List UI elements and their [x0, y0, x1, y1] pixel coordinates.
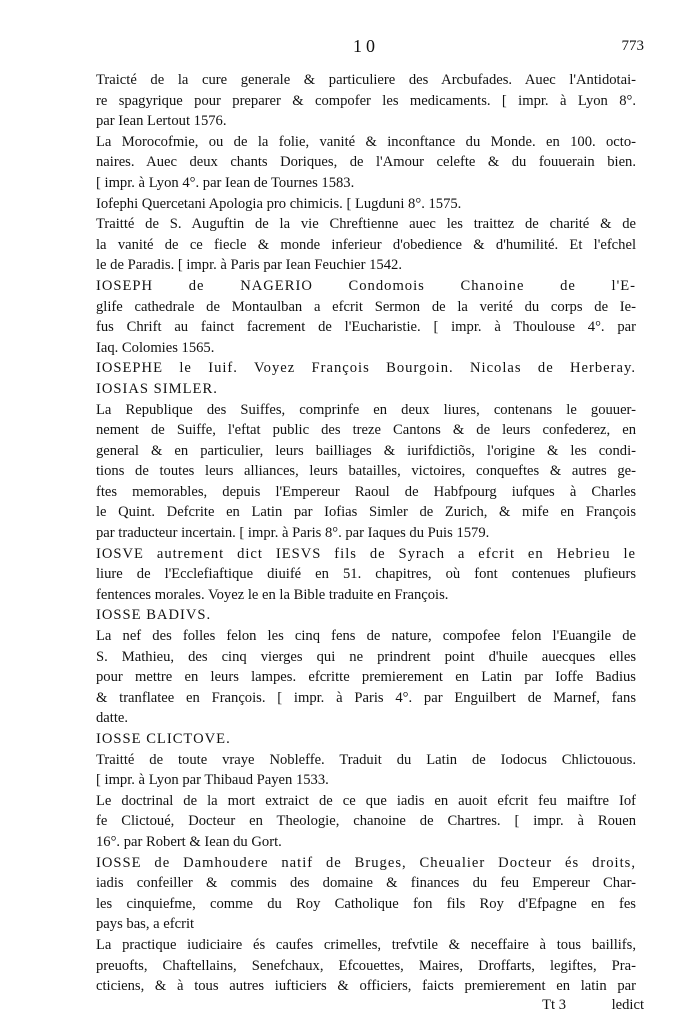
text-line: IOSSE BADIVS. [96, 607, 212, 624]
text-line: IOSVE autrement dict IESVS fils de Syrach a efcrit en Hebrieu le [96, 545, 636, 562]
text-line: [ impr. à Lyon par Thibaud Payen 1533. [96, 772, 329, 789]
text-line: naires. Auec deux chants Doriques, de l'Amour celefte & du fouuerain bien. [96, 154, 636, 171]
text-line: IOSSE de Damhoudere natif de Bruges, Cheualier Docteur és droits, [96, 854, 636, 871]
page-footer [96, 996, 644, 1017]
text-line: preuofts, Chaftellains, Senefchaux, Efcouettes, Maires, Droffarts, legiftes, Pra- [96, 957, 636, 974]
text-line: & tranflatee en François. [ impr. à Paris 4°. par Enguilbert de Marnef, fans [96, 689, 636, 706]
text-line: ftes memorables, depuis l'Empereur Raoul de Habfpourg iufques à Charles [96, 483, 636, 500]
book-page [96, 36, 644, 1017]
text-line: liure de l'Ecclefiaftique diuifé en 51. chapitres, où font contenues plufieurs [96, 566, 636, 583]
text-line: Traitté de S. Auguftin de la vie Chreftienne auec les traittez de charité & de [96, 216, 636, 233]
text-line: tions de toutes leurs alliances, leurs batailles, victoires, conqueftes & autres ge- [96, 463, 636, 480]
text-line: glife cathedrale de Montaulban a efcrit Sermon de la verité du corps de Ie- [96, 298, 636, 315]
text-line: pays bas, a efcrit [96, 916, 195, 933]
text-line: [ impr. à Lyon 4°. par Iean de Tournes 1583. [96, 174, 355, 191]
text-line: Iaq. Colomies 1565. [96, 339, 215, 356]
text-line: La Republique des Suiffes, comprinfe en deux liures, contenans le gouuer- [96, 401, 636, 418]
text-line: le Quint. Defcrite en Latin par Iofias Simler de Zurich, & mife en François [96, 504, 636, 521]
text-line: La nef des folles felon les cinq fens de nature, compofee felon l'Euangile de [96, 628, 636, 645]
text-line: re spagyrique pour preparer & compofer les medicaments. [ impr. à Lyon 8°. [96, 92, 636, 109]
text-line: Traicté de la cure generale & particuliere des Arcbufades. Auec l'Antidotai- [96, 72, 636, 88]
text-line: Le doctrinal de la mort extraict de ce que iadis en auoit efcrit feu maiftre Iof [96, 792, 636, 809]
page-number: 10 [353, 36, 379, 56]
text-line: la vanité de ce fiecle & monde inferieur d'obedience & d'humilité. Et l'efchel [96, 236, 636, 253]
text-line: les cinquiefme, comme du Roy Catholique fon fils Roy d'Efpagne en fes [96, 895, 636, 912]
text-body [96, 70, 636, 997]
text-line: fe Clictoué, Docteur en Theologie, chanoine de Chartres. [ impr. à Rouen [96, 813, 636, 830]
text-line: fus Chrift au fainct facrement de l'Eucharistie. [ impr. à Thoulouse 4°. par [96, 319, 636, 336]
text-line: IOSIAS SIMLER. [96, 380, 218, 397]
text-line: fentences morales. Voyez le en la Bible traduite en François. [96, 586, 449, 603]
text-line: S. Mathieu, des cinq vierges qui ne prindrent point d'huile auecques elles [96, 648, 636, 665]
text-line: iadis confeiller & commis des domaine & finances du feu Empereur Char- [96, 875, 636, 892]
leaf-number: 773 [621, 38, 644, 54]
text-line: pour mettre en leurs lampes. efcritte premierement en Latin par Ioffe Badius [96, 669, 636, 686]
text-line: Iofephi Quercetani Apologia pro chimicis. [ Lugduni 8°. 1575. [96, 195, 462, 212]
text-line: IOSEPH de NAGERIO Condomois Chanoine de l'E- [96, 277, 636, 294]
text-line: La Morocofmie, ou de la folie, vanité & inconftance du Monde. en 100. octo- [96, 133, 636, 150]
text-line: le de Paradis. [ impr. à Paris par Iean Feuchier 1542. [96, 257, 402, 274]
text-line: 16°. par Robert & Iean du Gort. [96, 833, 282, 850]
text-line: par traducteur incertain. [ impr. à Paris 8°. par Iaques du Puis 1579. [96, 525, 490, 542]
text-line: Traitté de toute vraye Nobleffe. Traduit du Latin de Iodocus Chlictouous. [96, 751, 636, 768]
text-line: IOSEPHE le Iuif. Voyez François Bourgoin. Nicolas de Herberay. [96, 360, 636, 377]
catchword: ledict [611, 996, 644, 1013]
text-line: La practique iudiciaire és caufes crimelles, trefvtile & neceffaire à tous baillifs, [96, 936, 636, 953]
text-line: general & en particulier, leurs bailliages & iurifdictiõs, l'origine & les condi- [96, 442, 636, 459]
text-line: IOSSE CLICTOVE. [96, 731, 231, 747]
text-line: datte. [96, 710, 129, 727]
page-header [96, 36, 644, 62]
text-line: cticiens, & à tous autres iufticiers & officiers, faicts premierement en latin par [96, 978, 636, 995]
text-line: nement de Suiffe, l'eftat public des treze Cantons & de leurs confederez, en [96, 422, 636, 439]
signature-mark: Tt 3 [542, 996, 566, 1013]
text-line: par Iean Lertout 1576. [96, 113, 227, 130]
